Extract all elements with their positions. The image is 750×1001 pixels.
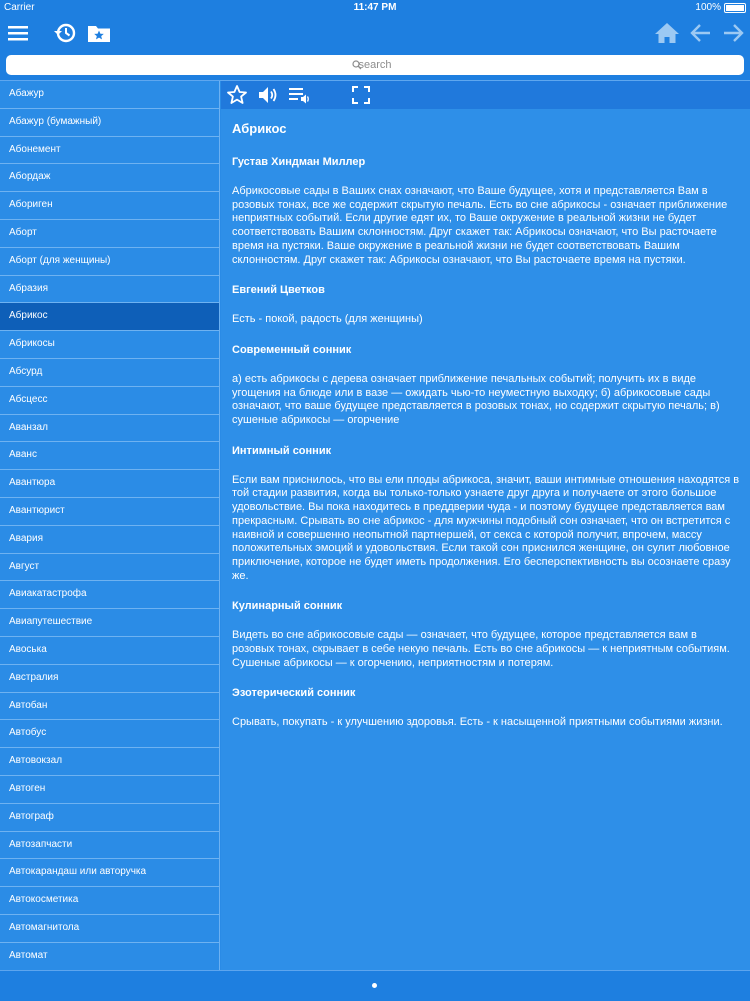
history-icon[interactable] [52, 21, 78, 45]
list-item[interactable]: Аборт [0, 220, 219, 248]
article-body [232, 121, 742, 746]
list-item[interactable]: Абрикос [0, 303, 219, 331]
back-arrow-icon[interactable] [688, 21, 714, 45]
search-bar [0, 50, 750, 80]
list-item[interactable]: Автобан [0, 693, 219, 721]
section-text: Срывать, покупать - к улучшению здоровья. Есть - к насыщенной приятными событиями жизни. [232, 716, 723, 729]
playlist-audio-icon[interactable] [288, 84, 310, 106]
section-heading: Евгений Цветков [232, 284, 325, 297]
section-text: Есть - покой, радость (для женщины) [232, 313, 423, 326]
list-item[interactable]: Абрикосы [0, 331, 219, 359]
article-pane [221, 81, 750, 970]
section-heading: Эзотерический сонник [232, 687, 356, 700]
section-heading: Интимный сонник [232, 444, 332, 457]
article-title: Абрикос [232, 121, 287, 136]
list-item[interactable]: Авантюрист [0, 498, 219, 526]
list-item[interactable]: Абсурд [0, 359, 219, 387]
list-item[interactable]: Авария [0, 526, 219, 554]
section-text: Видеть во сне абрикосовые сады — означает, что будущее, которое представляется вам в розовых тонах, скрывает в себе некую печаль. Есть во сне абрикосы — к неприятным событиям. Сушеные абрикосы — к огорчению, неприятностям и потерям. [232, 629, 730, 669]
battery-icon [724, 3, 746, 13]
star-icon[interactable] [226, 84, 248, 106]
forward-arrow-icon[interactable] [720, 21, 746, 45]
section-heading: Кулинарный сонник [232, 600, 343, 613]
section-heading: Густав Хиндман Миллер [232, 156, 366, 168]
section-text: Если вам приснилось, что вы ели плоды абрикоса, значит, ваши интимные отношения находятся в той стадии развития, когда вы только-только узнаете друг друга и получаете от этого большое удовольствие. Вы пока находитесь в преддверии чуда - и поэтому будущее представляется вам прекрасным. Срывать во сне абрикос - для мужчины подобный сон означает, что он встретится с наивной и совершенно неопытной партнершей, от секса с которой получит, впрочем, массу положительных эмоций и удовольствия. Если такой сон приснился женщине, он сулит любовное приключение, которое не будет иметь продолжения. Его бесперспективность вы осознаете сразу же. [232, 473, 740, 582]
section-text: Абрикосовые сады в Ваших снах означают, что Ваше будущее, хотя и представляется Вам в розовых тонах, все же содержит скрытую печаль. Есть во сне абрикосы - означает приближение неприятных событий. Если другие едят их, то Ваше окружение в реальной жизни не будет соответствовать Вашим склонностям. Друг скажет так: Абрикосы означают, что Вы расточаете время на пустяки. Ваше окружение в реальной жизни не будет соответствовать Вашим склонностям. Друг скажет так: Абрикосы означают, что Вы расточаете время на пустяки. [232, 185, 728, 266]
battery-indicator [695, 2, 746, 13]
list-item[interactable]: Автомагнитола [0, 915, 219, 943]
list-item[interactable]: Абордаж [0, 164, 219, 192]
list-item[interactable]: Авиапутешествие [0, 609, 219, 637]
search-input[interactable] [6, 55, 744, 75]
list-item[interactable]: Австралия [0, 665, 219, 693]
carrier-label: Carrier [4, 2, 35, 13]
list-item[interactable]: Автокосметика [0, 887, 219, 915]
section-heading: Современный сонник [232, 343, 352, 356]
list-item[interactable]: Абажур [0, 81, 219, 109]
clock: 11:47 PM [353, 2, 397, 13]
list-item[interactable]: Авоська [0, 637, 219, 665]
list-item[interactable]: Абажур (бумажный) [0, 109, 219, 137]
article-toolbar [221, 81, 750, 109]
battery-percent: 100% [695, 2, 721, 13]
status-bar [0, 0, 750, 16]
list-item[interactable]: Авиакатастрофа [0, 581, 219, 609]
page-indicator-dot[interactable] [372, 983, 377, 988]
list-item[interactable]: Авантюра [0, 470, 219, 498]
list-item[interactable]: Аванзал [0, 415, 219, 443]
hamburger-menu-icon[interactable] [6, 21, 32, 45]
list-item[interactable]: Аборт (для женщины) [0, 248, 219, 276]
list-item[interactable]: Автомат [0, 943, 219, 970]
list-item[interactable]: Абразия [0, 276, 219, 304]
list-item[interactable]: Абонемент [0, 137, 219, 165]
list-item[interactable]: Абсцесс [0, 387, 219, 415]
list-item[interactable]: Автовокзал [0, 748, 219, 776]
list-item[interactable]: Автобус [0, 720, 219, 748]
navigation-bar [0, 16, 750, 50]
fullscreen-icon[interactable] [350, 84, 372, 106]
list-item[interactable]: Автозапчасти [0, 832, 219, 860]
list-item[interactable]: Автограф [0, 804, 219, 832]
article-sections [232, 155, 742, 730]
bottom-bar [0, 970, 750, 1001]
list-item[interactable]: Абориген [0, 192, 219, 220]
home-icon[interactable] [654, 21, 680, 45]
word-list[interactable] [0, 81, 220, 970]
list-item[interactable]: Автоген [0, 776, 219, 804]
section-text: а) есть абрикосы с дерева означает приближение печальных событий; получить их в виде угощения на блюде или в вазе — ожидать чью-то неуместную выходку; б) абрикосовые сады означают, что ваше будущее представляется в розовых тонах, но содержит скрытую печаль; в) сушеные абрикосы — огорчение [232, 372, 720, 427]
favorites-folder-icon[interactable] [86, 21, 112, 45]
list-item[interactable]: Аванс [0, 442, 219, 470]
speaker-icon[interactable] [257, 84, 279, 106]
list-item[interactable]: Автокарандаш или авторучка [0, 859, 219, 887]
list-item[interactable]: Август [0, 554, 219, 582]
